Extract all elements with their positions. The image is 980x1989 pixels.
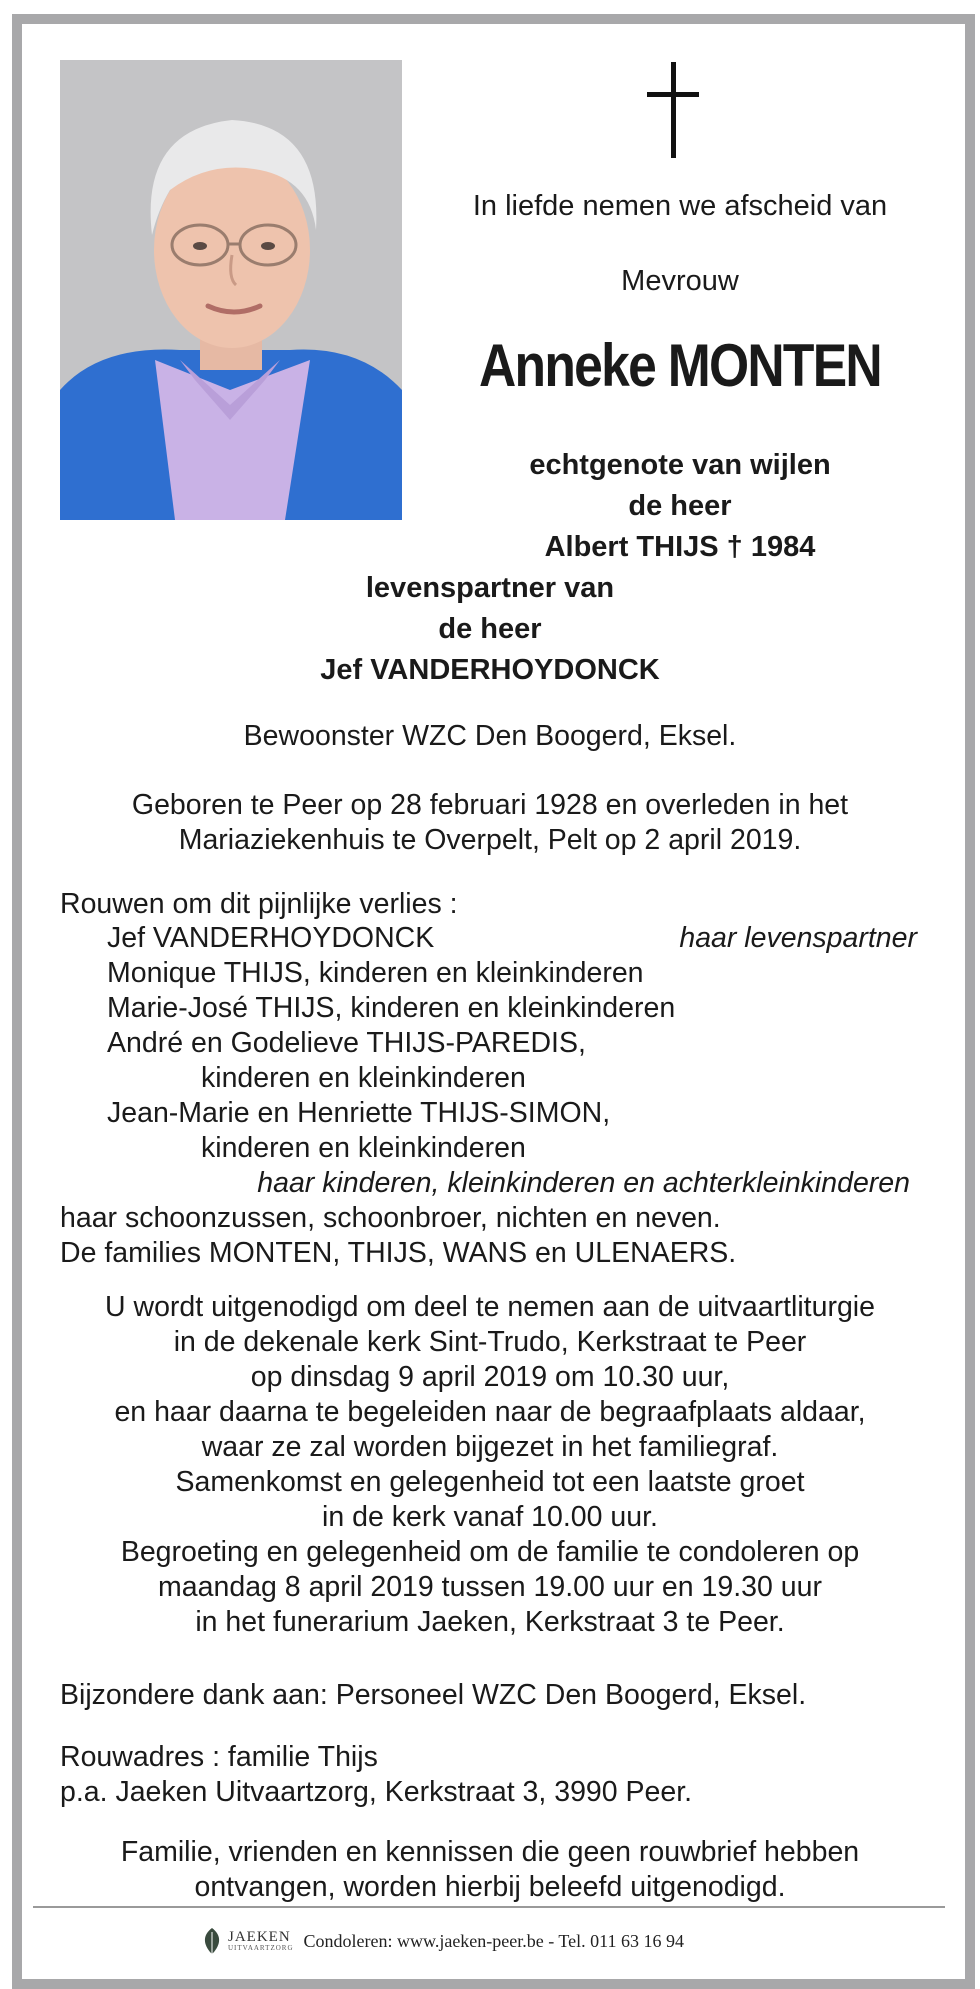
ceremony-line: in het funerarium Jaeken, Kerkstraat 3 te Peer. <box>195 1606 785 1638</box>
mourner-line: Marie-José THIJS, kinderen en kleinkinderen <box>107 992 676 1024</box>
ceremony-line: maandag 8 april 2019 tussen 19.00 uur en 19.30 uur <box>158 1571 822 1603</box>
cross-icon <box>643 60 703 160</box>
spouse-line-3: Albert THIJS † 1984 <box>544 531 816 563</box>
mourner-partner-role: haar levenspartner <box>679 922 917 954</box>
partner-line-1: levenspartner van <box>365 572 615 604</box>
jaeken-logo <box>200 1926 294 1956</box>
extended-family: haar schoonzussen, schoonbroer, nichten en neven. <box>60 1202 721 1234</box>
footer <box>200 1921 684 1961</box>
ceremony-line: Samenkomst en gelegenheid tot een laatste groet <box>175 1466 805 1498</box>
ceremony-line: Begroeting en gelegenheid om de familie te condoleren op <box>120 1536 860 1568</box>
mourner-line: kinderen en kleinkinderen <box>201 1132 526 1164</box>
ceremony-line: in de dekenale kerk Sint-Trudo, Kerkstraat te Peer <box>173 1326 807 1358</box>
spouse-line-2: de heer <box>628 490 732 522</box>
families: De families MONTEN, THIJS, WANS en ULENAERS. <box>60 1237 737 1269</box>
condolence-contact: Condoleren: www.jaeken-peer.be - Tel. 011 63 16 94 <box>303 1930 684 1951</box>
deceased-name: Anneke MONTEN <box>479 332 881 399</box>
honorific: Mevrouw <box>621 265 739 297</box>
children-role: haar kinderen, kleinkinderen en achterkleinkinderen <box>257 1167 910 1199</box>
residence: Bewoonster WZC Den Boogerd, Eksel. <box>243 720 737 752</box>
mourner-line: Monique THIJS, kinderen en kleinkinderen <box>107 957 644 989</box>
logo-subtitle: UITVAARTZORG <box>228 1944 294 1952</box>
birth-death-line-1: Geboren te Peer op 28 februari 1928 en overleden in het <box>131 789 849 821</box>
partner-line-2: de heer <box>438 613 542 645</box>
ceremony-line: in de kerk vanaf 10.00 uur. <box>322 1501 658 1533</box>
mourning-address-line-1: Rouwadres : familie Thijs <box>60 1741 378 1773</box>
ceremony-line: en haar daarna te begeleiden naar de begraafplaats aldaar, <box>114 1396 866 1428</box>
closing-line-2: ontvangen, worden hierbij beleefd uitgenodigd. <box>194 1871 786 1903</box>
mourning-address-line-2: p.a. Jaeken Uitvaartzorg, Kerkstraat 3, 3990 Peer. <box>60 1776 693 1808</box>
mourner-partner-name: Jef VANDERHOYDONCK <box>107 922 435 954</box>
leaf-icon <box>200 1926 224 1956</box>
special-thanks: Bijzondere dank aan: Personeel WZC Den Boogerd, Eksel. <box>60 1679 807 1711</box>
ceremony-line: U wordt uitgenodigd om deel te nemen aan de uitvaartliturgie <box>105 1291 875 1323</box>
portrait-photo <box>60 60 402 520</box>
mourner-line: André en Godelieve THIJS-PAREDIS, <box>107 1027 586 1059</box>
mourners-heading: Rouwen om dit pijnlijke verlies : <box>60 888 458 920</box>
ceremony-line: op dinsdag 9 april 2019 om 10.30 uur, <box>250 1361 730 1393</box>
partner-line-3: Jef VANDERHOYDONCK <box>320 654 660 686</box>
mourner-line: Jean-Marie en Henriette THIJS-SIMON, <box>107 1097 611 1129</box>
ceremony-line: waar ze zal worden bijgezet in het familiegraf. <box>201 1431 779 1463</box>
birth-death-line-2: Mariaziekenhuis te Overpelt, Pelt op 2 april 2019. <box>178 824 802 856</box>
mourner-line: kinderen en kleinkinderen <box>201 1062 526 1094</box>
spouse-line-1: echtgenote van wijlen <box>529 449 831 481</box>
intro-text: In liefde nemen we afscheid van <box>472 190 888 222</box>
logo-name: JAEKEN <box>228 1929 291 1945</box>
closing-line-1: Familie, vrienden en kennissen die geen rouwbrief hebben <box>120 1836 860 1868</box>
footer-divider <box>33 1906 945 1908</box>
